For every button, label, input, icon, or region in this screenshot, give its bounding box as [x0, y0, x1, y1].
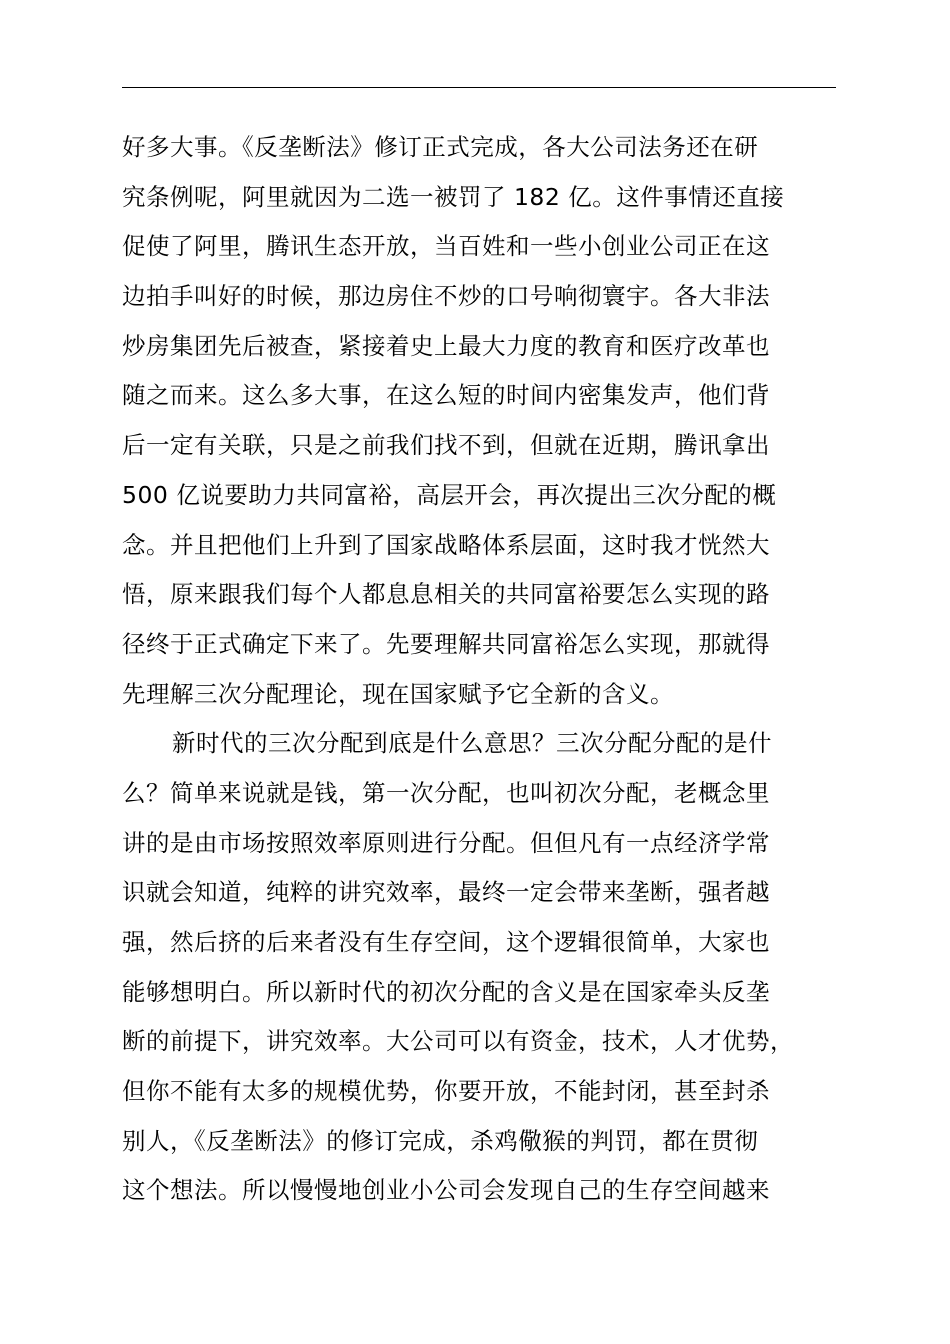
paragraph-2-line: 断的前提下，讲究效率。大公司可以有资金，技术，人才优势， — [122, 1027, 794, 1056]
paragraph-2-line: 这个想法。所以慢慢地创业小公司会发现自己的生存空间越来 — [122, 1176, 770, 1205]
paragraph-1-line: 后一定有关联，只是之前我们找不到，但就在近期，腾讯拿出 — [122, 431, 770, 460]
paragraph-2-line: 但你不能有太多的规模优势，你要开放，不能封闭，甚至封杀 — [122, 1077, 770, 1106]
paragraph-1-line: 究条例呢，阿里就因为二选一被罚了 182 亿。这件事情还直接 — [122, 182, 785, 211]
paragraph-1-line: 500 亿说要助力共同富裕，高层开会，再次提出三次分配的概 — [122, 480, 777, 509]
paragraph-1-line: 边拍手叫好的时候，那边房住不炒的口号响彻寰宇。各大非法 — [122, 282, 770, 311]
body-text — [122, 123, 862, 1216]
paragraph-2-line: 能够想明白。所以新时代的初次分配的含义是在国家牵头反垄 — [122, 977, 770, 1006]
paragraph-1-line: 随之而来。这么多大事，在这么短的时间内密集发声，他们背 — [122, 381, 770, 410]
paragraph-2-line: 别人，《反垄断法》的修订完成，杀鸡儆猴的判罚，都在贯彻 — [122, 1126, 759, 1155]
paragraph-2-line: 识就会知道，纯粹的讲究效率，最终一定会带来垄断，强者越 — [122, 878, 770, 907]
paragraph-1-line: 炒房集团先后被查，紧接着史上最大力度的教育和医疗改革也 — [122, 331, 770, 360]
paragraph-1-line: 念。并且把他们上升到了国家战略体系层面，这时我才恍然大 — [122, 530, 770, 559]
paragraph-2-line: 讲的是由市场按照效率原则进行分配。但但凡有一点经济学常 — [122, 828, 770, 857]
paragraph-2-first-line: 新时代的三次分配到底是什么意思？三次分配分配的是什 — [172, 729, 772, 758]
paragraph-1-line: 好多大事。《反垄断法》修订正式完成，各大公司法务还在研 — [122, 133, 759, 161]
paragraph-2-line: 强，然后挤的后来者没有生存空间，这个逻辑很简单，大家也 — [122, 928, 770, 956]
paragraph-1-line: 促使了阿里，腾讯生态开放，当百姓和一些小创业公司正在这 — [122, 232, 770, 261]
paragraph-1-line: 先理解三次分配理论，现在国家赋予它全新的含义。 — [122, 679, 674, 708]
paragraph-2-line: 么？简单来说就是钱，第一次分配，也叫初次分配，老概念里 — [122, 778, 770, 807]
header-rule — [122, 87, 836, 88]
paragraph-1-line: 悟，原来跟我们每个人都息息相关的共同富裕要怎么实现的路 — [122, 580, 770, 609]
paragraph-1-line: 径终于正式确定下来了。先要理解共同富裕怎么实现，那就得 — [122, 629, 770, 658]
